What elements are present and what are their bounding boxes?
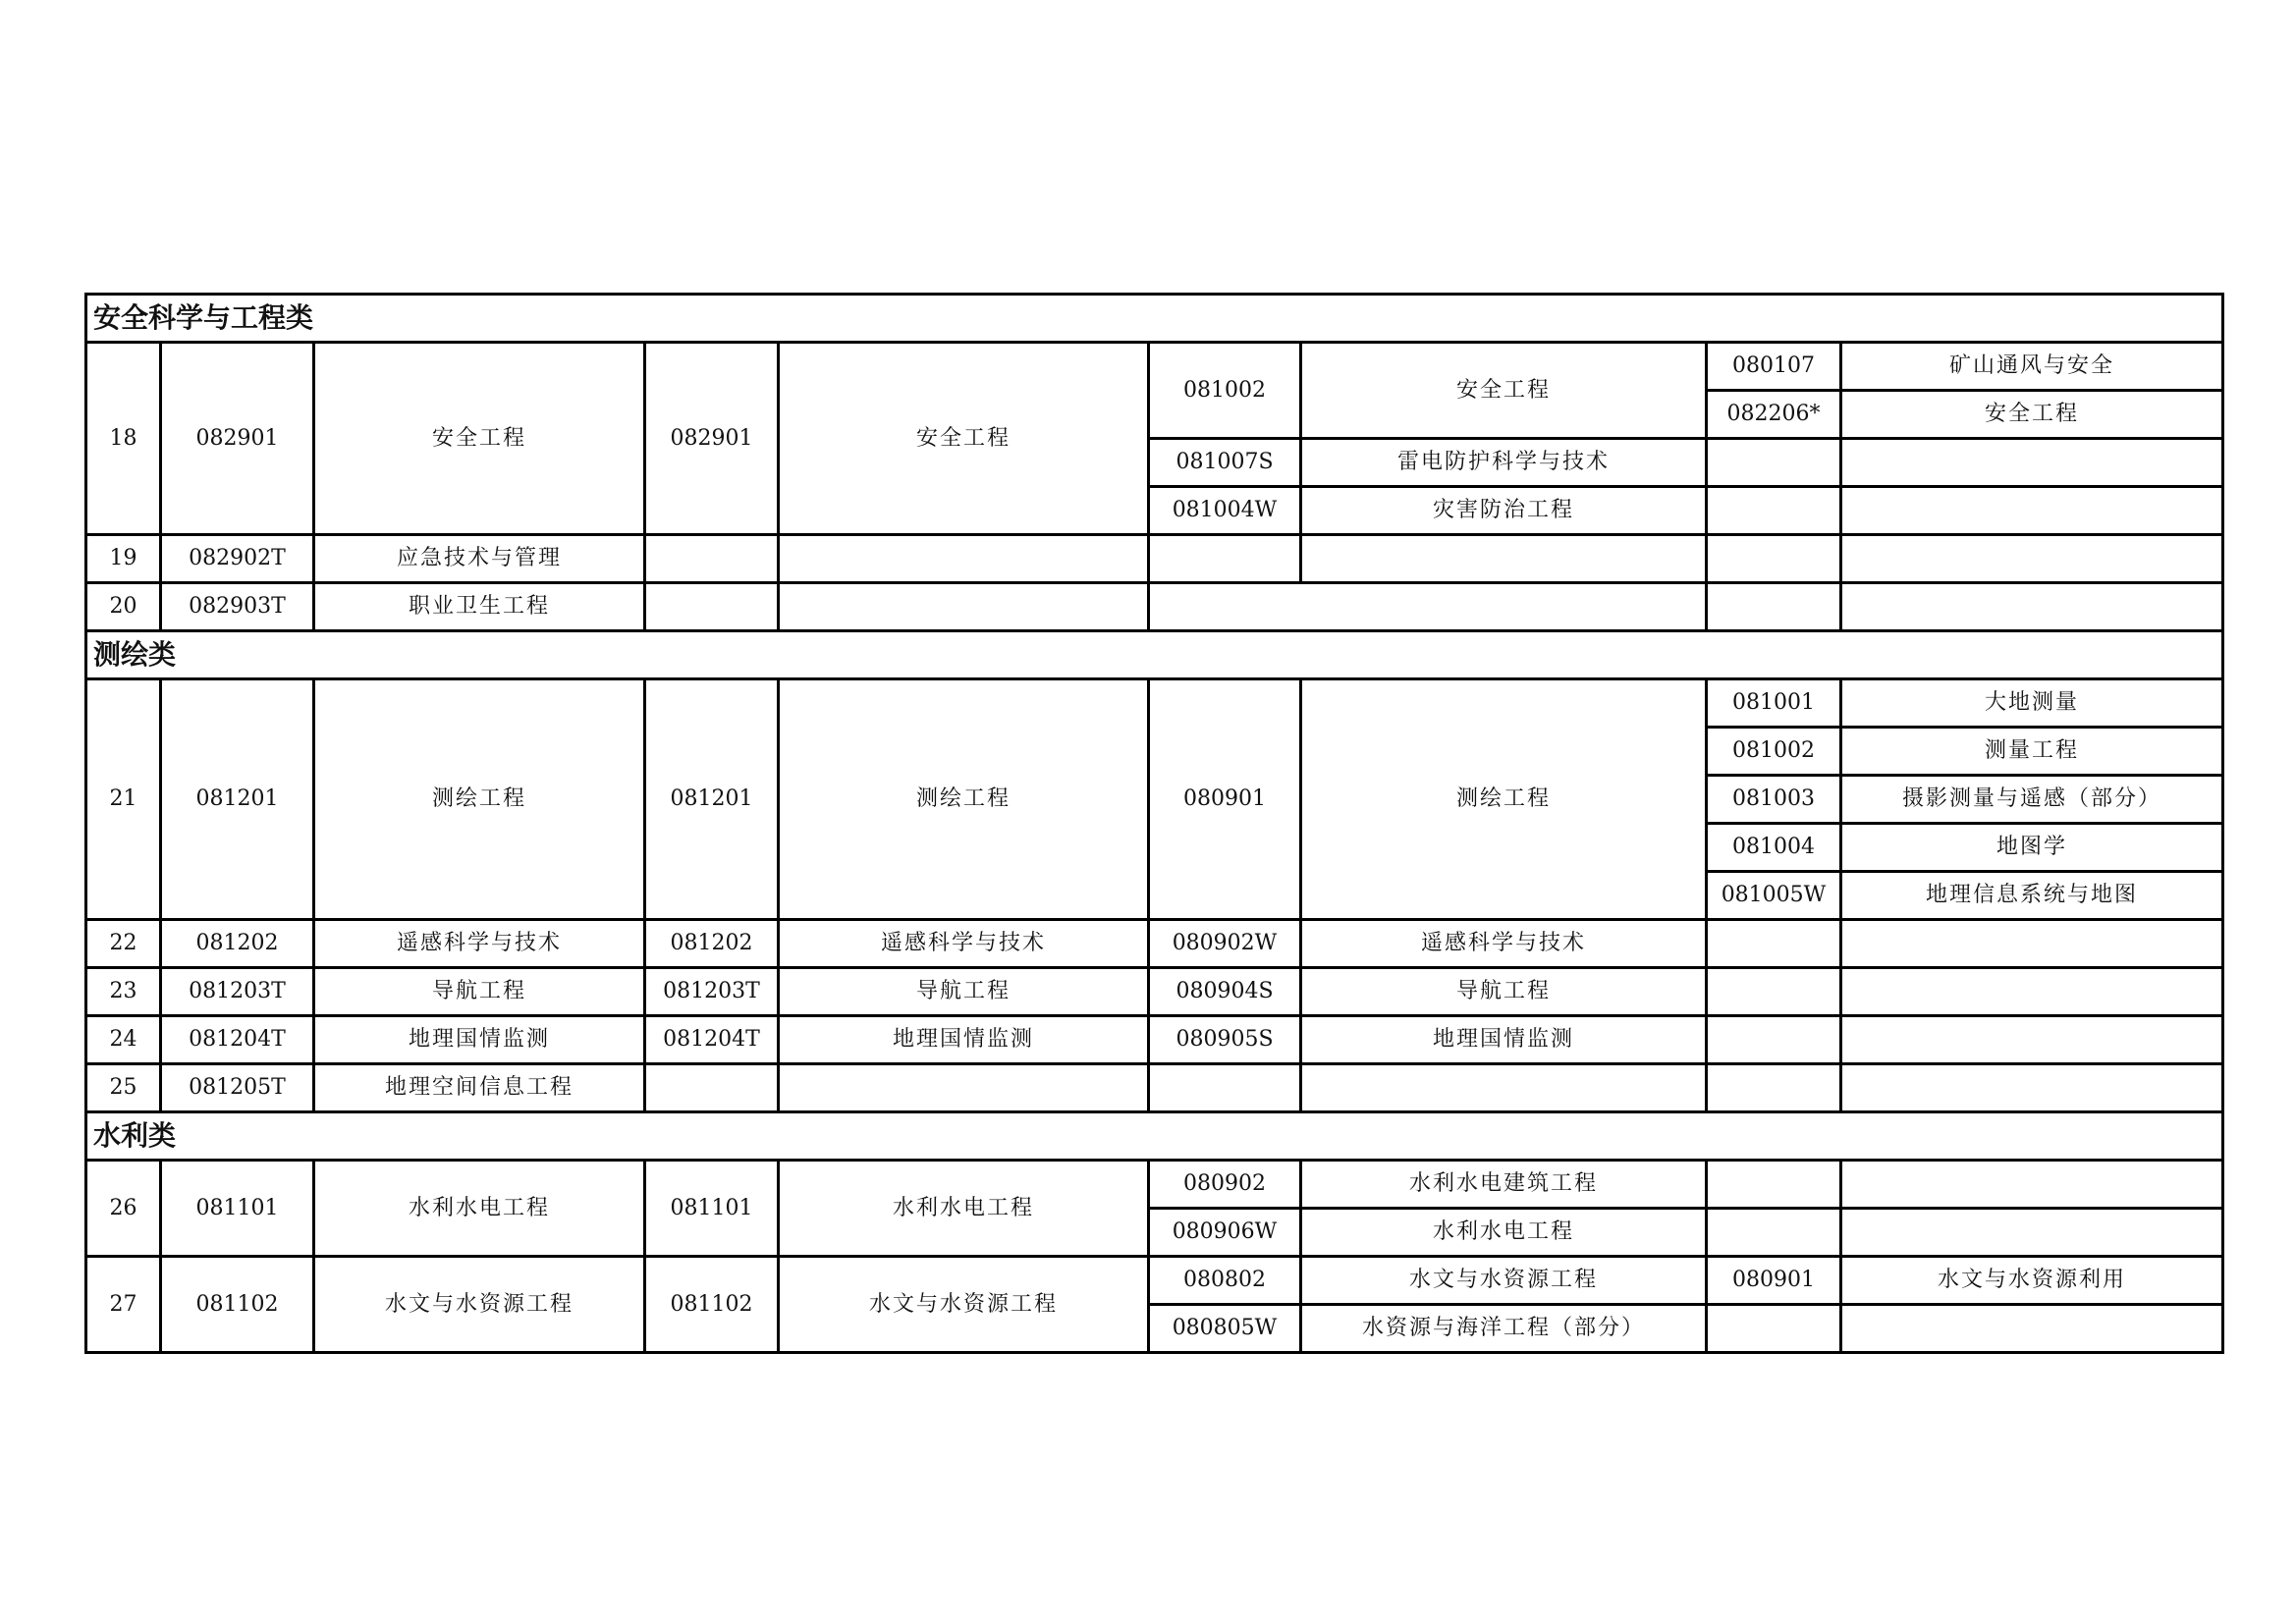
major-code-1998-cell: 080906W [1149, 1209, 1301, 1257]
major-code-1993-cell [1707, 1064, 1841, 1112]
major-name-1998-cell: 雷电防护科学与技术 [1301, 439, 1707, 487]
major-name-2012-cell [779, 1064, 1149, 1112]
serial-number-cell: 27 [86, 1257, 161, 1353]
major-name-1993-cell: 矿山通风与安全 [1841, 343, 2223, 391]
serial-number-cell: 20 [86, 583, 161, 631]
major-name-1998-cell: 水利水电建筑工程 [1301, 1161, 1707, 1209]
major-code-2012-cell [645, 1064, 779, 1112]
major-code-2012-cell: 081101 [645, 1161, 779, 1257]
major-name-1993-cell: 安全工程 [1841, 391, 2223, 439]
table-row [86, 1161, 2223, 1209]
major-name-1998-cell [1301, 535, 1707, 583]
major-code-2012-cell: 082901 [645, 343, 779, 535]
table-row [86, 920, 2223, 968]
major-name-1993-cell [1841, 1305, 2223, 1353]
major-name-1993-cell: 地图学 [1841, 824, 2223, 872]
major-name-1998-cell: 导航工程 [1301, 968, 1707, 1016]
major-name-cell: 水利水电工程 [314, 1161, 645, 1257]
major-code-cell: 082903T [161, 583, 314, 631]
major-code-2012-cell: 081204T [645, 1016, 779, 1064]
major-name-cell: 应急技术与管理 [314, 535, 645, 583]
major-code-1998-cell: 080802 [1149, 1257, 1301, 1305]
major-code-cell: 082902T [161, 535, 314, 583]
serial-number-cell: 25 [86, 1064, 161, 1112]
major-code-cell: 081205T [161, 1064, 314, 1112]
major-code-1993-cell [1707, 439, 1841, 487]
serial-number-cell: 18 [86, 343, 161, 535]
major-code-cell: 081102 [161, 1257, 314, 1353]
major-name-cell: 职业卫生工程 [314, 583, 645, 631]
major-code-1993-cell: 081001 [1707, 679, 1841, 728]
major-code-1993-cell [1707, 968, 1841, 1016]
major-code-1993-cell: 081005W [1707, 872, 1841, 920]
table-body [86, 295, 2223, 1353]
table-row [86, 343, 2223, 391]
major-code-1993-cell: 080901 [1707, 1257, 1841, 1305]
major-name-2012-cell [779, 535, 1149, 583]
major-name-1993-cell: 水文与水资源利用 [1841, 1257, 2223, 1305]
major-name-1993-cell: 地理信息系统与地图 [1841, 872, 2223, 920]
table-row [86, 583, 2223, 631]
major-code-1993-cell: 081003 [1707, 776, 1841, 824]
major-name-1993-cell [1841, 1016, 2223, 1064]
table-row [86, 1064, 2223, 1112]
major-mapping-table [84, 293, 2224, 1354]
major-code-1998-cell [1149, 1064, 1301, 1112]
major-code-cell: 082901 [161, 343, 314, 535]
major-code-1998-cell: 080904S [1149, 968, 1301, 1016]
major-name-1998-cell: 水文与水资源工程 [1301, 1257, 1707, 1305]
major-code-1998-cell [1149, 535, 1301, 583]
major-code-1993-cell: 082206* [1707, 391, 1841, 439]
major-name-2012-cell: 导航工程 [779, 968, 1149, 1016]
major-name-1998-cell: 水资源与海洋工程（部分） [1301, 1305, 1707, 1353]
category-row [86, 1112, 2223, 1161]
table-row [86, 535, 2223, 583]
major-name-1993-cell [1841, 1064, 2223, 1112]
category-title: 安全科学与工程类 [86, 295, 2223, 343]
major-name-1993-cell [1841, 968, 2223, 1016]
serial-number-cell: 23 [86, 968, 161, 1016]
major-code-1993-cell [1707, 583, 1841, 631]
table-row [86, 679, 2223, 728]
major-code-1998-cell: 080902 [1149, 1161, 1301, 1209]
major-name-1993-cell [1841, 1209, 2223, 1257]
major-code-1998-cell: 081002 [1149, 343, 1301, 439]
serial-number-cell: 26 [86, 1161, 161, 1257]
major-name-1993-cell: 摄影测量与遥感（部分） [1841, 776, 2223, 824]
category-title: 测绘类 [86, 631, 2223, 679]
category-title: 水利类 [86, 1112, 2223, 1161]
major-code-1993-cell [1707, 1305, 1841, 1353]
major-code-1993-cell [1707, 1016, 1841, 1064]
category-row [86, 295, 2223, 343]
major-name-cell: 地理空间信息工程 [314, 1064, 645, 1112]
major-name-1993-cell [1841, 1161, 2223, 1209]
major-name-1998-cell: 地理国情监测 [1301, 1016, 1707, 1064]
major-code-1998-cell: 081004W [1149, 487, 1301, 535]
major-name-cell: 测绘工程 [314, 679, 645, 920]
major-code-2012-cell: 081102 [645, 1257, 779, 1353]
major-name-cell: 地理国情监测 [314, 1016, 645, 1064]
major-name-2012-cell: 地理国情监测 [779, 1016, 1149, 1064]
category-row [86, 631, 2223, 679]
major-name-cell: 水文与水资源工程 [314, 1257, 645, 1353]
major-name-cell: 遥感科学与技术 [314, 920, 645, 968]
major-code-1998-cell: 080901 [1149, 679, 1301, 920]
major-name-1993-cell: 大地测量 [1841, 679, 2223, 728]
table-row [86, 1016, 2223, 1064]
major-name-2012-cell [779, 583, 1149, 631]
major-code-cell: 081203T [161, 968, 314, 1016]
major-code-2012-cell: 081201 [645, 679, 779, 920]
major-code-cell: 081204T [161, 1016, 314, 1064]
major-code-cell: 081202 [161, 920, 314, 968]
major-code-1993-cell [1707, 920, 1841, 968]
major-name-1998-cell [1301, 1064, 1707, 1112]
serial-number-cell: 22 [86, 920, 161, 968]
major-name-2012-cell: 水文与水资源工程 [779, 1257, 1149, 1353]
table-row [86, 968, 2223, 1016]
major-code-2012-cell [645, 535, 779, 583]
major-name-cell: 导航工程 [314, 968, 645, 1016]
major-code-1998-cell: 080805W [1149, 1305, 1301, 1353]
major-name-2012-cell: 遥感科学与技术 [779, 920, 1149, 968]
major-code-2012-cell: 081203T [645, 968, 779, 1016]
major-name-1993-cell: 测量工程 [1841, 728, 2223, 776]
major-1998-merged-cell [1149, 583, 1707, 631]
serial-number-cell: 24 [86, 1016, 161, 1064]
major-name-1998-cell: 遥感科学与技术 [1301, 920, 1707, 968]
major-name-1998-cell: 灾害防治工程 [1301, 487, 1707, 535]
major-code-1993-cell: 081004 [1707, 824, 1841, 872]
major-name-cell: 安全工程 [314, 343, 645, 535]
major-code-1998-cell: 081007S [1149, 439, 1301, 487]
table-row [86, 1257, 2223, 1305]
major-name-1993-cell [1841, 920, 2223, 968]
major-code-1993-cell: 080107 [1707, 343, 1841, 391]
major-name-2012-cell: 安全工程 [779, 343, 1149, 535]
major-name-1993-cell [1841, 583, 2223, 631]
major-name-1993-cell [1841, 535, 2223, 583]
major-code-1993-cell [1707, 487, 1841, 535]
major-code-1993-cell [1707, 535, 1841, 583]
major-code-1993-cell: 081002 [1707, 728, 1841, 776]
major-name-2012-cell: 水利水电工程 [779, 1161, 1149, 1257]
serial-number-cell: 19 [86, 535, 161, 583]
major-code-1993-cell [1707, 1161, 1841, 1209]
major-code-2012-cell: 081202 [645, 920, 779, 968]
major-code-1998-cell: 080905S [1149, 1016, 1301, 1064]
major-name-1998-cell: 测绘工程 [1301, 679, 1707, 920]
major-code-2012-cell [645, 583, 779, 631]
major-name-2012-cell: 测绘工程 [779, 679, 1149, 920]
major-code-1993-cell [1707, 1209, 1841, 1257]
major-code-cell: 081101 [161, 1161, 314, 1257]
major-name-1993-cell [1841, 439, 2223, 487]
major-name-1993-cell [1841, 487, 2223, 535]
major-name-1998-cell: 水利水电工程 [1301, 1209, 1707, 1257]
major-code-1998-cell: 080902W [1149, 920, 1301, 968]
major-code-cell: 081201 [161, 679, 314, 920]
serial-number-cell: 21 [86, 679, 161, 920]
major-name-1998-cell: 安全工程 [1301, 343, 1707, 439]
